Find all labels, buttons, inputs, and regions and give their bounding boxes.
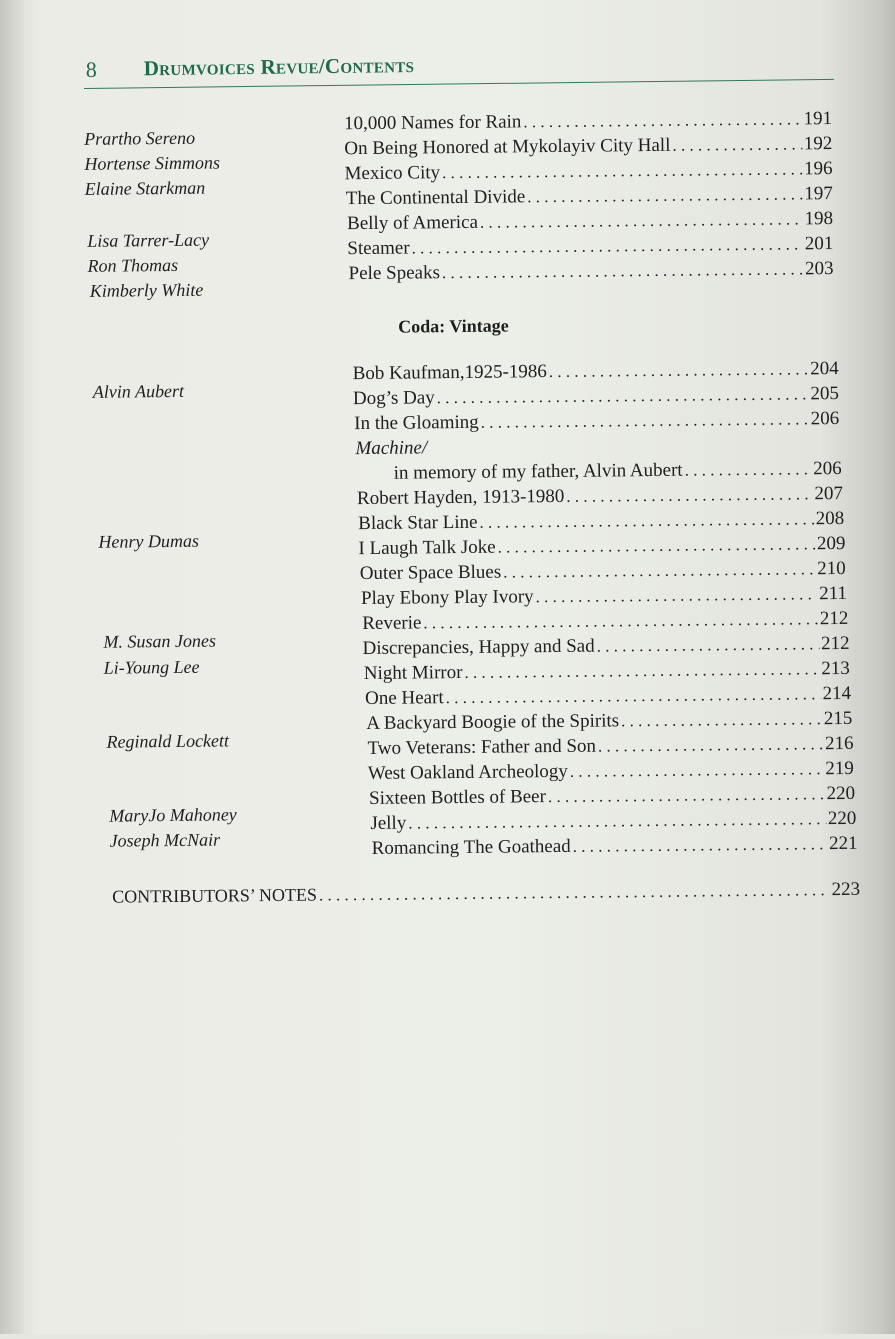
entry-title: Machine/ [355, 437, 428, 460]
entry-title: Pele Speaks [348, 262, 441, 285]
entry-page: 212 [819, 607, 849, 630]
entry-title: Mexico City [344, 162, 441, 185]
toc-entry [364, 658, 850, 685]
entry-page: 221 [829, 832, 858, 855]
entry-page: 220 [827, 807, 857, 830]
toc-entry [344, 158, 832, 185]
toc-entry [347, 208, 833, 235]
toc-entry [394, 458, 842, 485]
section-heading: Coda: Vintage [398, 315, 509, 337]
running-title: Drumvoices Revue/Contents [143, 52, 415, 81]
author-name: Joseph McNair [109, 829, 221, 851]
entry-title: Sixteen Bottles of Beer [369, 786, 547, 809]
entry-title: In the Gloaming [354, 411, 479, 435]
entry-title: 10,000 Names for Rain [343, 111, 522, 135]
entry-title: Two Veterans: Father and Son [367, 735, 597, 759]
entry-title: Black Star Line [358, 511, 478, 535]
entry-title: West Oakland Archeology [367, 760, 568, 784]
entry-title: Belly of America [346, 211, 479, 235]
entry-title: On Being Honored at Mykolayiv City Hall [344, 134, 671, 160]
entry-page: 191 [803, 108, 833, 130]
entry-page: 212 [820, 632, 850, 655]
toc-entry [362, 608, 848, 635]
toc-entry [370, 808, 856, 835]
entry-page: 198 [804, 208, 834, 230]
toc-entry [353, 383, 839, 410]
entry-page: 213 [821, 657, 850, 680]
author-name: Hortense Simmons [84, 152, 221, 174]
entry-title: I Laugh Talk Joke [358, 536, 496, 560]
author-name: Reginald Lockett [106, 730, 230, 752]
entry-title: Outer Space Blues [359, 561, 502, 585]
author-name: M. Susan Jones [103, 630, 217, 652]
toc-entry [347, 233, 833, 260]
toc-entry [367, 733, 853, 760]
entry-page: 197 [804, 183, 833, 205]
toc-entry [369, 783, 855, 810]
toc-entry [349, 258, 834, 285]
toc-entry [358, 508, 844, 535]
toc-entry [365, 683, 851, 710]
toc-entry [355, 436, 555, 460]
entry-title: A Backyard Boogie of the Spirits [366, 710, 620, 734]
entry-page: 209 [816, 532, 846, 555]
entry-title: Discrepancies, Happy and Sad [362, 635, 595, 660]
toc-entry [354, 408, 839, 435]
entry-title: Steamer [347, 237, 410, 260]
entry-title: Play Ebony Play Ivory [360, 586, 534, 610]
entry-page: 201 [804, 233, 834, 255]
entry-page: 216 [824, 732, 854, 755]
toc-entry [362, 633, 849, 660]
entry-title: Reverie [362, 612, 422, 635]
author-name: Elaine Starkman [84, 177, 206, 199]
author-name: Henry Dumas [98, 530, 200, 552]
entry-page: 210 [817, 557, 846, 580]
entry-title: Romancing The Goathead [371, 835, 571, 859]
entry-page: 203 [804, 258, 834, 280]
entry-title: Robert Hayden, 1913-1980 [356, 485, 565, 510]
toc-entry [357, 483, 843, 510]
entry-page: 205 [810, 383, 840, 405]
author-name: Lisa Tarrer-Lacy [87, 229, 210, 251]
toc-entry [344, 133, 832, 160]
entry-page: 220 [826, 782, 856, 805]
entry-title: One Heart [364, 687, 444, 710]
author-name: Alvin Aubert [92, 380, 185, 402]
entry-title: Jelly [370, 812, 407, 834]
entry-page: 219 [825, 757, 854, 780]
toc-entry [344, 108, 832, 135]
toc-entry [353, 358, 839, 385]
page-number: 8 [85, 56, 97, 82]
entry-page: 196 [803, 158, 833, 180]
entry-page: 204 [810, 358, 839, 380]
toc-entry [358, 533, 845, 560]
entry-title: in memory of my father, Alvin Aubert [393, 459, 683, 484]
entry-page: 211 [819, 582, 848, 605]
entry-page: 208 [815, 507, 845, 530]
entry-page: 192 [803, 133, 833, 155]
toc-entry [372, 833, 858, 860]
toc-entry [368, 758, 854, 785]
entry-page: 207 [814, 482, 844, 505]
entry-page: 206 [813, 458, 842, 480]
entry-title: CONTRIBUTORS’ NOTES [112, 884, 318, 907]
author-name: Prartho Sereno [84, 127, 196, 149]
toc-entry [360, 558, 846, 585]
toc-entry [346, 183, 833, 210]
toc-entry [366, 708, 852, 735]
author-name: Li-Young Lee [103, 656, 200, 678]
entry-page: 215 [823, 707, 853, 730]
entry-title: The Continental Divide [345, 186, 526, 210]
author-name: Kimberly White [89, 279, 204, 301]
toc-entry [361, 583, 847, 610]
author-name: MaryJo Mahoney [109, 804, 237, 826]
entry-title: Bob Kaufman,1925-1986 [352, 361, 547, 385]
entry-title: Night Mirror [363, 661, 463, 685]
entry-page: 206 [810, 408, 840, 430]
entry-page: 214 [822, 682, 852, 705]
entry-title: Dog’s Day [352, 387, 435, 410]
entry-page: 223 [831, 878, 861, 901]
author-name: Ron Thomas [87, 254, 179, 276]
toc-entry-contributors-notes [112, 879, 860, 909]
